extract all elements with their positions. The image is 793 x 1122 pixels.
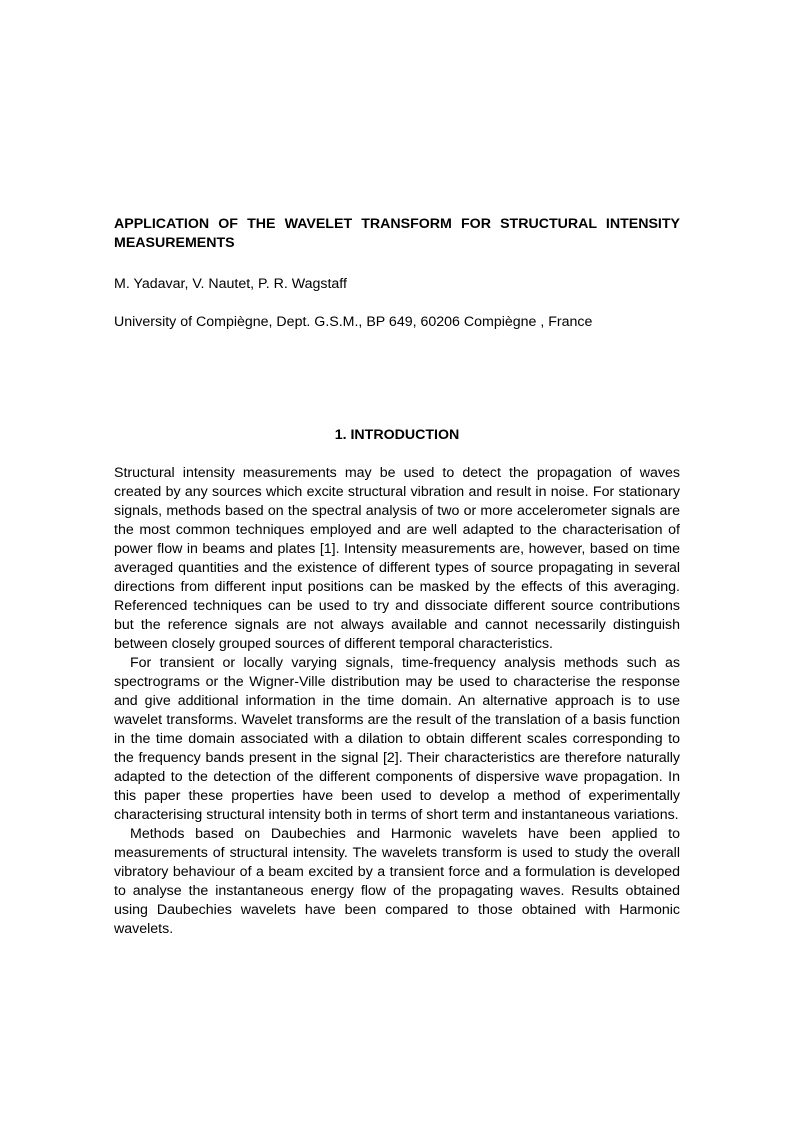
section-heading-introduction: 1. INTRODUCTION (334, 427, 460, 443)
paper-title: APPLICATION OF THE WAVELET TRANSFORM FOR STRUCTURAL INTENSITY MEASUREMENTS (114, 216, 680, 251)
author-affiliation: University of Compiègne, Dept. G.S.M., BP 649, 60206 Compiègne , France (114, 314, 593, 330)
author-list: M. Yadavar, V. Nautet, P. R. Wagstaff (114, 276, 347, 292)
introduction-body (114, 464, 680, 939)
paragraph: Methods based on Daubechies and Harmonic wavelets have been applied to measurements of structural intensity. The wavelets transform is used to study the overall vibratory behaviour of a beam excited by a transient force and a formulation is developed to analyse the instantaneous energy flow of the propagating waves. Results obtained using Daubechies wavelets have been compared to those obtained with Harmonic wavelets. (114, 826, 680, 937)
paragraph: Structural intensity measurements may be used to detect the propagation of waves created by any sources which excite structural vibration and result in noise. For stationary signals, methods based on the spectral analysis of two or more accelerometer signals are the most common techniques employed and are well adapted to the characterisation of power flow in beams and plates [1]. Intensity measurements are, however, based on time averaged quantities and the existence of different types of source propagating in several directions from different input positions can be masked by the effects of this averaging. Referenced techniques can be used to try and dissociate different source contributions but the reference signals are not always available and cannot necessarily distinguish between closely grouped sources of different temporal characteristics. (114, 465, 680, 652)
paragraph: For transient or locally varying signals, time-frequency analysis methods such as spectrograms or the Wigner-Ville distribution may be used to characterise the response and give additional information in the time domain. An alternative approach is to use wavelet transforms. Wavelet transforms are the result of the translation of a basis function in the time domain associated with a dilation to obtain different scales corresponding to the frequency bands present in the signal [2]. Their characteristics are therefore naturally adapted to the detection of the different components of dispersive wave propagation. In this paper these properties have been used to develop a method of experimentally characterising structural intensity both in terms of short term and instantaneous variations. (114, 655, 680, 823)
